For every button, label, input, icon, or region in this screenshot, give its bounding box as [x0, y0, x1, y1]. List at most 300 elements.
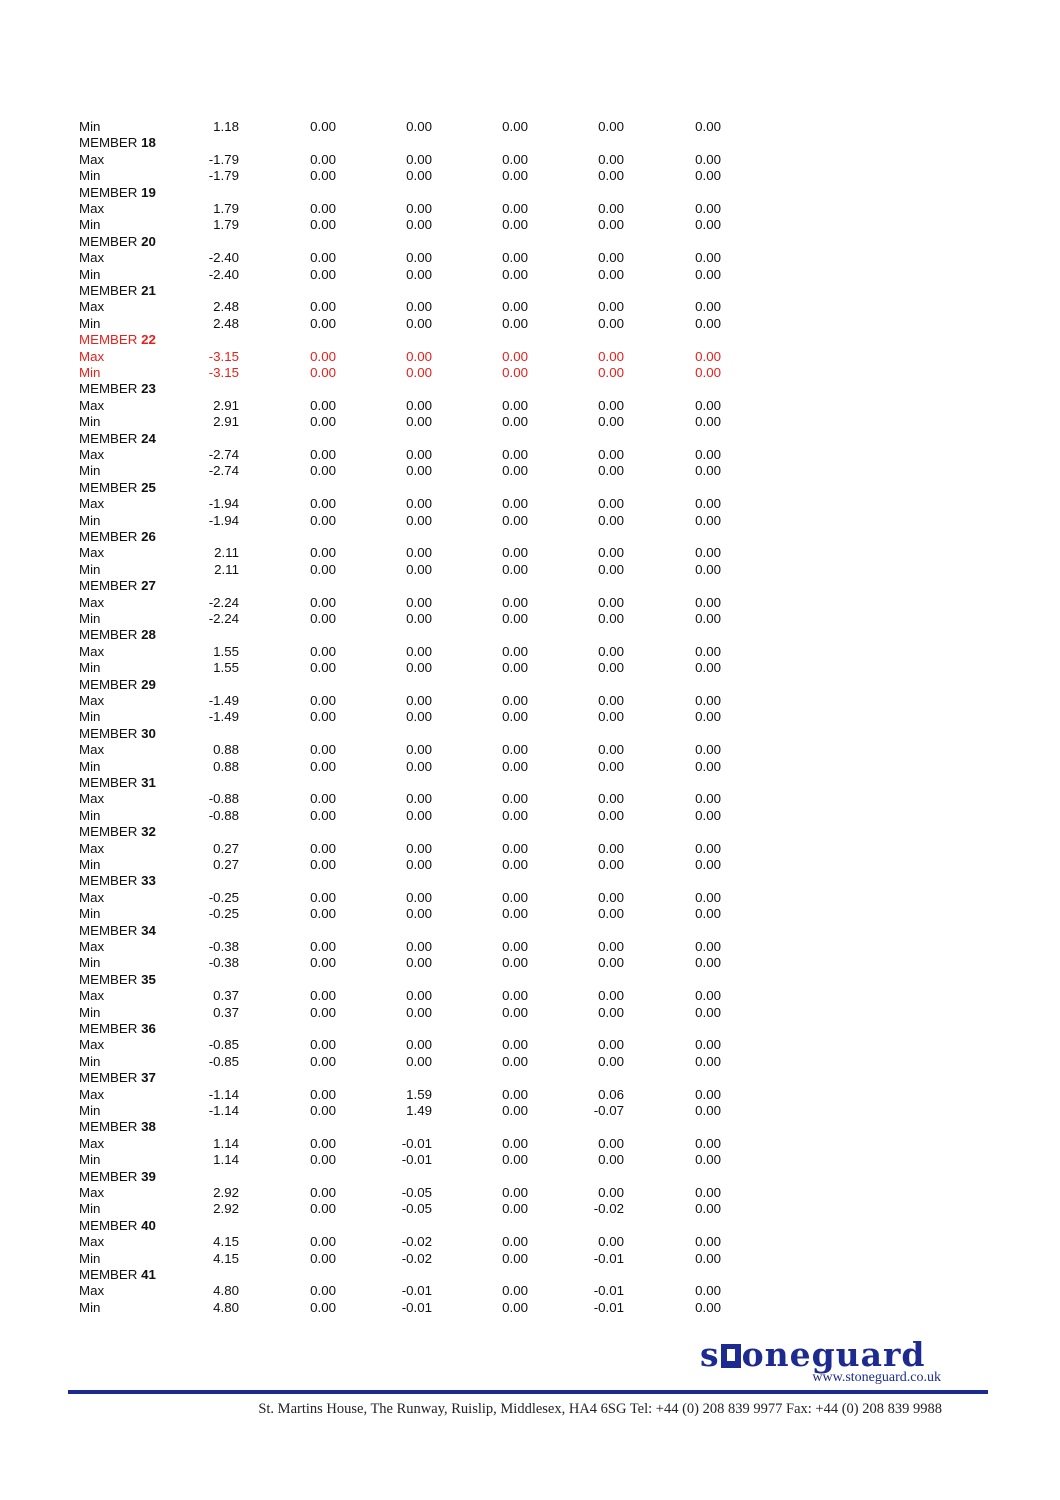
value-cell: 0.00 [406, 463, 432, 479]
value-cell: 4.15 [213, 1250, 239, 1266]
value-cell: 0.00 [598, 1053, 624, 1069]
member-prefix: MEMBER [79, 824, 138, 840]
value-cell: 0.00 [310, 1053, 336, 1069]
member-heading [79, 823, 156, 840]
value-cell: 0.27 [213, 857, 239, 872]
value-cell: 0.00 [502, 791, 528, 807]
value-cell: 0.00 [502, 758, 528, 774]
row-label: Min [79, 857, 101, 872]
value-cell: 0.00 [695, 1135, 721, 1151]
value-cell: 0.00 [598, 1152, 624, 1168]
value-cell: 0.00 [598, 1135, 624, 1151]
table-row [0, 397, 1060, 414]
table-row [0, 1233, 1060, 1250]
value-cell: 0.00 [502, 1250, 528, 1266]
value-cell: 0.00 [695, 660, 721, 676]
row-label: Min [79, 611, 101, 626]
row-label: Min [79, 561, 101, 577]
value-cell: 0.00 [598, 1234, 624, 1250]
value-cell: 0.00 [310, 791, 336, 807]
value-cell: 0.00 [406, 611, 432, 626]
value-cell: 0.00 [502, 365, 528, 380]
value-cell: 0.00 [502, 742, 528, 758]
member-heading [79, 1020, 156, 1037]
value-cell: 0.00 [598, 1185, 624, 1200]
value-cell: 0.00 [695, 791, 721, 807]
member-number: 40 [141, 1217, 156, 1233]
value-cell: 2.11 [214, 561, 239, 577]
value-cell: 0.00 [598, 119, 624, 134]
table-row [0, 856, 1060, 873]
value-cell: -2.74 [208, 463, 239, 479]
member-number: 32 [141, 824, 156, 840]
table-row [0, 807, 1060, 824]
value-cell: 0.00 [502, 807, 528, 823]
value-cell: 0.00 [310, 840, 336, 856]
value-cell: 0.00 [310, 1086, 336, 1102]
member-number: 28 [141, 627, 156, 643]
value-cell: -3.15 [208, 365, 239, 380]
value-cell: 2.48 [213, 315, 239, 331]
member-prefix: MEMBER [79, 233, 138, 249]
value-cell: 0.00 [502, 250, 528, 266]
value-cell: 0.00 [695, 545, 721, 561]
value-cell: -2.40 [208, 266, 239, 282]
value-cell: 0.00 [310, 512, 336, 528]
member-header [0, 1217, 1060, 1234]
table-row [0, 1250, 1060, 1267]
value-cell: 0.00 [406, 807, 432, 823]
value-cell: 0.00 [502, 201, 528, 216]
member-header [0, 1266, 1060, 1283]
member-header [0, 380, 1060, 397]
member-prefix: MEMBER [79, 1021, 138, 1036]
member-prefix: MEMBER [79, 1217, 138, 1233]
member-heading [79, 872, 156, 889]
member-prefix: MEMBER [79, 775, 138, 790]
table-row [0, 1086, 1060, 1103]
member-number: 39 [141, 1168, 156, 1184]
value-cell: 0.00 [695, 807, 721, 823]
value-cell: 0.00 [502, 119, 528, 134]
value-cell: 0.00 [502, 594, 528, 610]
value-cell: 0.00 [598, 545, 624, 561]
row-label: Max [79, 1086, 105, 1102]
value-cell: 0.00 [502, 348, 528, 364]
member-prefix: MEMBER [79, 479, 138, 495]
table-row [0, 315, 1060, 332]
value-cell: 0.00 [502, 1185, 528, 1200]
value-cell: 0.00 [406, 643, 432, 659]
value-cell: 2.91 [213, 397, 239, 413]
value-cell: 0.00 [598, 807, 624, 823]
value-cell: 0.00 [406, 496, 432, 512]
table-row [0, 840, 1060, 857]
value-cell: 0.00 [502, 1152, 528, 1168]
value-cell: 0.00 [406, 397, 432, 413]
value-cell: 0.00 [598, 643, 624, 659]
value-cell: 0.00 [310, 1185, 336, 1200]
value-cell: 0.00 [502, 693, 528, 708]
value-cell: 0.00 [598, 840, 624, 856]
table-row [0, 348, 1060, 365]
member-header [0, 233, 1060, 250]
value-cell: 0.00 [502, 611, 528, 626]
value-cell: 0.00 [695, 857, 721, 872]
row-label: Max [79, 742, 105, 758]
row-label: Max [79, 299, 105, 315]
value-cell: 0.00 [598, 447, 624, 462]
logo-wordmark [700, 1335, 926, 1374]
member-heading [79, 479, 156, 496]
member-prefix: MEMBER [79, 1070, 138, 1086]
row-label: Min [79, 906, 101, 922]
value-cell: 0.00 [502, 1201, 528, 1217]
row-label: Max [79, 791, 105, 807]
value-cell: -0.25 [208, 889, 239, 905]
value-cell: 0.00 [310, 643, 336, 659]
value-cell: 1.79 [213, 201, 239, 216]
value-cell: 0.00 [310, 348, 336, 364]
member-prefix: MEMBER [79, 184, 138, 200]
row-label: Min [79, 1201, 101, 1217]
value-cell: 0.00 [695, 1283, 721, 1299]
row-label: Max [79, 643, 105, 659]
value-cell: -0.01 [593, 1250, 624, 1266]
value-cell: 0.00 [310, 1135, 336, 1151]
row-label: Max [79, 496, 105, 512]
table-row [0, 561, 1060, 578]
value-cell: 4.15 [213, 1234, 239, 1250]
member-header [0, 282, 1060, 299]
value-cell: 0.00 [310, 693, 336, 708]
row-label: Max [79, 151, 105, 167]
table-row [0, 1282, 1060, 1299]
value-cell: 0.00 [598, 151, 624, 167]
value-cell: -2.24 [208, 594, 239, 610]
value-cell: -0.38 [208, 955, 239, 971]
value-cell: 0.00 [598, 906, 624, 922]
value-cell: 0.37 [213, 988, 239, 1004]
value-cell: -0.88 [208, 791, 239, 807]
value-cell: 0.00 [310, 250, 336, 266]
stoneguard-logo [700, 1335, 945, 1390]
value-cell: -0.85 [208, 1037, 239, 1053]
member-number: 24 [141, 430, 156, 446]
member-number: 20 [141, 233, 156, 249]
table-row [0, 741, 1060, 758]
value-cell: 0.00 [598, 315, 624, 331]
value-cell: 0.00 [502, 496, 528, 512]
value-cell: 0.00 [695, 643, 721, 659]
logo-text-start: s [700, 1335, 720, 1374]
table-row [0, 266, 1060, 283]
member-prefix: MEMBER [79, 725, 138, 741]
value-cell: 0.00 [310, 1037, 336, 1053]
table-row [0, 1004, 1060, 1021]
castle-tower-icon [721, 1344, 741, 1368]
value-cell: 0.00 [502, 561, 528, 577]
value-cell: 0.00 [502, 315, 528, 331]
row-label: Min [79, 1004, 101, 1020]
table-row [0, 987, 1060, 1004]
table-row [0, 167, 1060, 184]
table-row [0, 216, 1060, 233]
member-heading [79, 676, 156, 693]
member-prefix: MEMBER [79, 1168, 138, 1184]
value-cell: -1.14 [208, 1086, 239, 1102]
value-cell: 0.00 [695, 217, 721, 233]
table-row [0, 1102, 1060, 1119]
table-row [0, 708, 1060, 725]
value-cell: 2.48 [213, 299, 239, 315]
value-cell: 0.00 [598, 857, 624, 872]
value-cell: 0.00 [406, 365, 432, 380]
table-row [0, 544, 1060, 561]
value-cell: 0.00 [502, 1103, 528, 1118]
footer-address: St. Martins House, The Runway, Ruislip, Middlesex, HA4 6SG Tel: +44 (0) 208 839 9977 Fax: +44 (0) 208 839 9988 [258, 1401, 942, 1417]
value-cell: 2.11 [214, 545, 239, 561]
value-cell: 0.00 [310, 151, 336, 167]
value-cell: 0.00 [695, 1299, 721, 1315]
row-label: Min [79, 1152, 101, 1168]
value-cell: 0.00 [310, 807, 336, 823]
value-cell: 0.00 [310, 168, 336, 184]
value-cell: 0.00 [598, 201, 624, 216]
value-cell: 0.00 [695, 889, 721, 905]
row-label: Max [79, 889, 105, 905]
value-cell: 0.00 [310, 594, 336, 610]
value-cell: -0.01 [401, 1283, 432, 1299]
value-cell: 0.00 [502, 397, 528, 413]
value-cell: -1.79 [208, 168, 239, 184]
value-cell: 0.00 [502, 840, 528, 856]
member-header [0, 430, 1060, 447]
table-row [0, 610, 1060, 627]
value-cell: 0.00 [502, 266, 528, 282]
value-cell: 1.59 [406, 1086, 432, 1102]
row-label: Max [79, 1185, 105, 1200]
value-cell: 0.88 [213, 758, 239, 774]
value-cell: 4.80 [213, 1283, 239, 1299]
value-cell: 0.00 [406, 545, 432, 561]
value-cell: 0.00 [695, 1201, 721, 1217]
value-cell: 0.00 [695, 758, 721, 774]
value-cell: 0.00 [310, 1152, 336, 1168]
table-row [0, 1135, 1060, 1152]
value-cell: 0.00 [310, 1201, 336, 1217]
member-heading [79, 1266, 156, 1283]
value-cell: 0.00 [406, 561, 432, 577]
value-cell: 0.00 [310, 709, 336, 725]
value-cell: 0.00 [310, 742, 336, 758]
value-cell: -1.79 [208, 151, 239, 167]
value-cell: 0.00 [406, 348, 432, 364]
member-header [0, 1020, 1060, 1037]
value-cell: 2.91 [213, 414, 239, 430]
value-cell: -0.01 [401, 1135, 432, 1151]
value-cell: 2.92 [213, 1185, 239, 1200]
value-cell: -1.94 [208, 496, 239, 512]
table-row [0, 151, 1060, 168]
value-cell: 1.18 [213, 119, 239, 134]
value-cell: 0.00 [310, 988, 336, 1004]
value-cell: 0.00 [310, 266, 336, 282]
row-label: Max [79, 250, 105, 266]
table-row [0, 954, 1060, 971]
value-cell: -2.40 [208, 250, 239, 266]
value-cell: 0.00 [502, 1299, 528, 1315]
table-row [0, 643, 1060, 660]
table-row [0, 905, 1060, 922]
value-cell: 1.55 [213, 660, 239, 676]
value-cell: 0.00 [502, 299, 528, 315]
value-cell: 0.00 [406, 151, 432, 167]
value-cell: 0.00 [695, 1037, 721, 1053]
value-cell: 0.00 [695, 299, 721, 315]
value-cell: 0.00 [310, 463, 336, 479]
member-heading [79, 1069, 156, 1086]
table-row [0, 512, 1060, 529]
table-row [0, 1200, 1060, 1217]
value-cell: 0.00 [598, 939, 624, 954]
value-cell: 0.00 [695, 561, 721, 577]
value-cell: 0.00 [598, 1037, 624, 1053]
value-cell: 0.00 [502, 168, 528, 184]
value-cell: -0.25 [208, 906, 239, 922]
member-prefix: MEMBER [79, 676, 138, 692]
value-cell: 0.00 [310, 365, 336, 380]
member-header [0, 922, 1060, 939]
value-cell: 0.00 [406, 217, 432, 233]
member-number: 26 [141, 529, 156, 544]
member-header [0, 872, 1060, 889]
value-cell: 0.00 [598, 496, 624, 512]
member-number: 34 [141, 922, 156, 938]
value-cell: 0.00 [310, 561, 336, 577]
row-label: Min [79, 414, 101, 430]
value-cell: 0.00 [310, 1299, 336, 1315]
value-cell: -0.02 [593, 1201, 624, 1217]
member-prefix: MEMBER [79, 971, 138, 987]
value-cell: 0.00 [598, 512, 624, 528]
value-cell: 0.00 [695, 939, 721, 954]
row-label: Min [79, 660, 101, 676]
value-cell: 0.00 [598, 955, 624, 971]
value-cell: 0.00 [406, 299, 432, 315]
value-cell: 0.00 [406, 1004, 432, 1020]
member-heading [79, 380, 156, 397]
member-heading [79, 184, 156, 201]
member-heading [79, 922, 156, 939]
table-row [0, 692, 1060, 709]
member-prefix: MEMBER [79, 381, 138, 397]
value-cell: 0.00 [598, 217, 624, 233]
member-heading [79, 233, 156, 250]
value-cell: -1.49 [208, 693, 239, 708]
value-cell: 0.00 [695, 955, 721, 971]
row-label: Min [79, 266, 101, 282]
table-row [0, 495, 1060, 512]
member-prefix: MEMBER [79, 332, 138, 348]
value-cell: 0.00 [695, 742, 721, 758]
member-header [0, 1168, 1060, 1185]
table-row [0, 1053, 1060, 1070]
value-cell: -0.38 [208, 939, 239, 954]
value-cell: 0.00 [310, 119, 336, 134]
member-heading [79, 1168, 156, 1185]
member-number: 21 [141, 283, 156, 298]
value-cell: 0.00 [598, 463, 624, 479]
table-row [0, 446, 1060, 463]
value-cell: 0.00 [406, 857, 432, 872]
row-label: Min [79, 955, 101, 971]
value-cell: 0.00 [695, 463, 721, 479]
value-cell: 0.00 [598, 758, 624, 774]
value-cell: 0.00 [502, 1234, 528, 1250]
row-label: Max [79, 1234, 105, 1250]
value-cell: 0.00 [502, 955, 528, 971]
value-cell: 0.00 [406, 168, 432, 184]
value-cell: 0.00 [310, 545, 336, 561]
value-cell: 0.00 [695, 1053, 721, 1069]
member-prefix: MEMBER [79, 135, 138, 151]
value-cell: 0.00 [310, 758, 336, 774]
value-cell: -0.05 [401, 1201, 432, 1217]
value-cell: 0.00 [502, 857, 528, 872]
row-label: Min [79, 365, 101, 380]
row-label: Max [79, 201, 105, 216]
member-header [0, 331, 1060, 348]
member-number: 22 [141, 332, 156, 348]
value-cell: 1.14 [213, 1152, 239, 1168]
value-cell: 0.00 [695, 1103, 721, 1118]
row-label: Max [79, 939, 105, 954]
member-heading [79, 774, 156, 791]
row-label: Min [79, 512, 101, 528]
row-label: Min [79, 217, 101, 233]
logo-text-end: oneguard [741, 1335, 926, 1374]
value-cell: 0.00 [598, 594, 624, 610]
website-url: www.stoneguard.co.uk [812, 1370, 941, 1385]
value-cell: 0.00 [695, 1152, 721, 1168]
row-label: Max [79, 594, 105, 610]
value-cell: 0.06 [598, 1086, 624, 1102]
value-cell: 0.00 [406, 840, 432, 856]
value-cell: 0.00 [406, 955, 432, 971]
value-cell: 0.00 [310, 217, 336, 233]
member-number: 30 [141, 725, 156, 741]
value-cell: -0.01 [593, 1283, 624, 1299]
row-label: Min [79, 807, 101, 823]
value-cell: 0.88 [213, 742, 239, 758]
value-cell: 0.27 [213, 840, 239, 856]
value-cell: 0.00 [310, 201, 336, 216]
value-cell: 0.00 [598, 348, 624, 364]
value-cell: -0.07 [593, 1103, 624, 1118]
value-cell: 0.00 [695, 594, 721, 610]
value-cell: -1.49 [208, 709, 239, 725]
member-number: 41 [141, 1267, 156, 1282]
value-cell: 0.00 [598, 709, 624, 725]
value-cell: -0.02 [401, 1234, 432, 1250]
value-cell: 0.00 [695, 496, 721, 512]
value-cell: 0.00 [695, 512, 721, 528]
value-cell: 0.00 [598, 299, 624, 315]
member-prefix: MEMBER [79, 873, 138, 889]
value-cell: 0.00 [598, 414, 624, 430]
member-prefix: MEMBER [79, 1119, 138, 1135]
